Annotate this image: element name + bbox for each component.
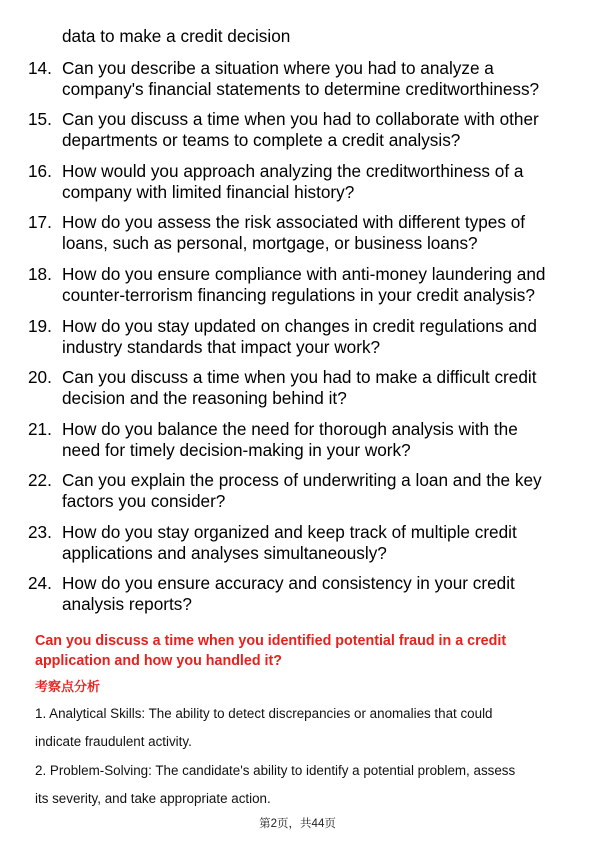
point-line: indicate fraudulent activity. <box>35 734 192 749</box>
item-number: 14. <box>28 58 52 78</box>
question-text: Can you discuss a time when you had to make a difficult credit decision and the reasoning behind it? <box>62 367 537 408</box>
question-text: How do you stay organized and keep track of multiple credit applications and analyses simultaneously? <box>62 522 517 563</box>
item-number: 16. <box>28 161 52 181</box>
item-number: 22. <box>28 470 52 490</box>
point-line: 1. Analytical Skills: The ability to detect discrepancies or anomalies that could <box>35 706 493 721</box>
item-number: 21. <box>28 419 52 439</box>
question-text: How do you balance the need for thorough analysis with the need for timely decision-making in your work? <box>62 419 518 460</box>
question-text: How do you stay updated on changes in credit regulations and industry standards that impact your work? <box>62 316 537 357</box>
point-line: its severity, and take appropriate action. <box>35 791 271 806</box>
section-heading: Can you discuss a time when you identified potential fraud in a credit application and how you handled it? <box>35 633 507 669</box>
item-number: 17. <box>28 212 52 232</box>
item-number: 19. <box>28 316 52 336</box>
continuation-text: data to make a credit decision <box>62 26 291 46</box>
item-number: 15. <box>28 109 52 129</box>
item-number: 18. <box>28 264 52 284</box>
item-number: 20. <box>28 367 52 387</box>
question-text: Can you describe a situation where you had to analyze a company's financial statements to determine creditworthiness? <box>62 58 540 99</box>
point-line: 2. Problem-Solving: The candidate's ability to identify a potential problem, assess <box>35 763 516 778</box>
item-number: 23. <box>28 522 52 542</box>
question-text: Can you discuss a time when you had to collaborate with other departments or teams to complete a credit analysis? <box>62 109 539 150</box>
item-number: 24. <box>28 573 52 593</box>
question-text: How do you ensure accuracy and consistency in your credit analysis reports? <box>62 573 515 614</box>
section-label: 考察点分析 <box>35 679 101 694</box>
question-text: How do you ensure compliance with anti-money laundering and counter-terrorism financing regulations in your credit analysis? <box>62 264 546 305</box>
question-text: Can you explain the process of underwriting a loan and the key factors you consider? <box>62 470 542 511</box>
question-text: How would you approach analyzing the creditworthiness of a company with limited financial history? <box>62 161 524 202</box>
page-footer: 第2页，共44页 <box>259 818 336 830</box>
question-text: How do you assess the risk associated with different types of loans, such as personal, mortgage, or business loans? <box>62 212 526 253</box>
